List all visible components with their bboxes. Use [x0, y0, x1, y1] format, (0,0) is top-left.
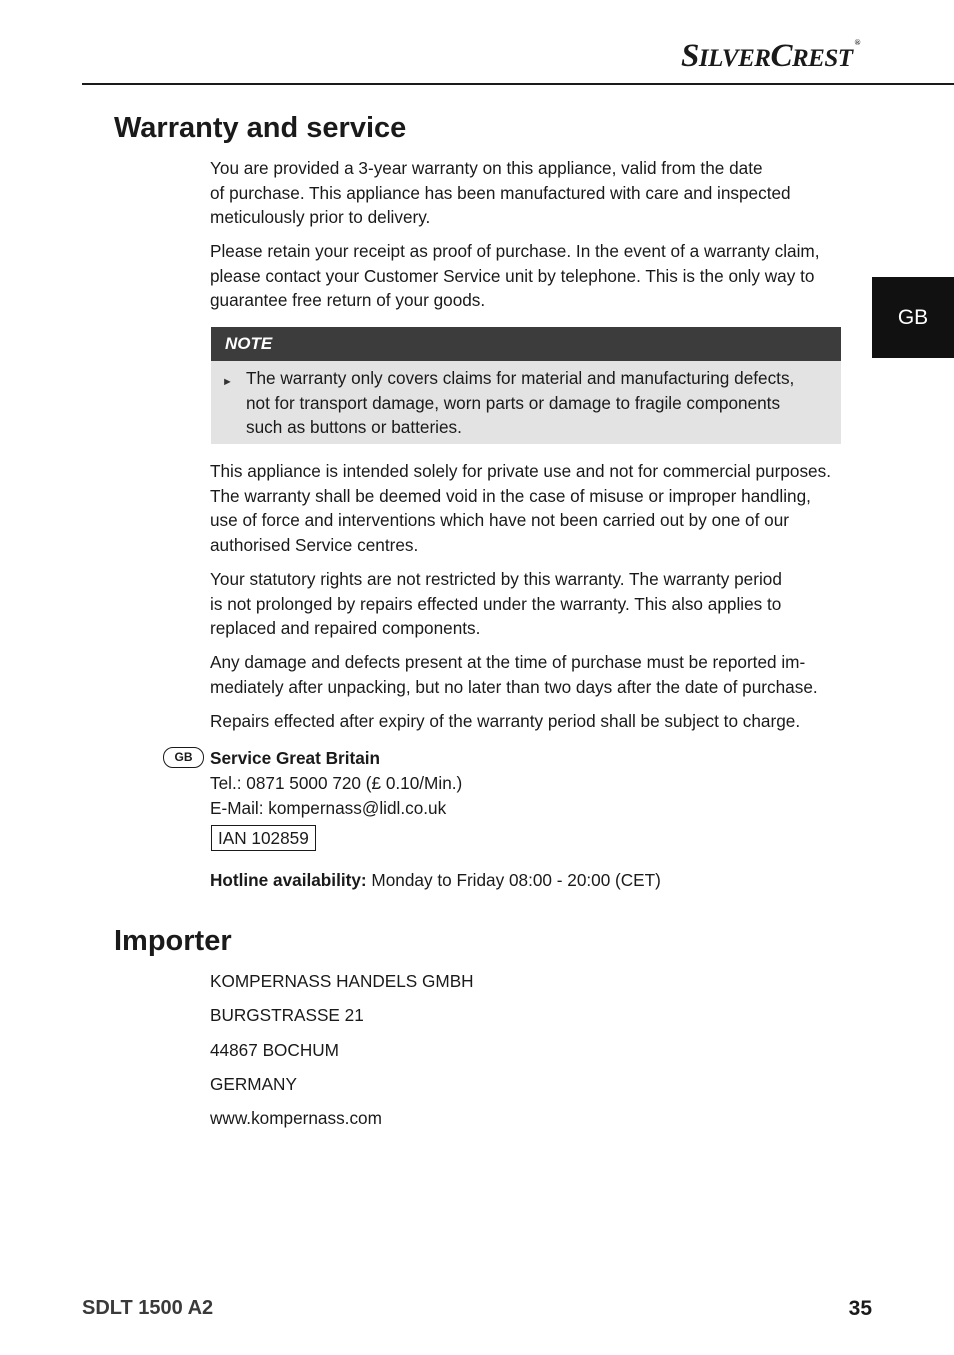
- text-line: such as buttons or batteries.: [246, 417, 462, 438]
- hotline-availability: [210, 868, 840, 893]
- triangle-bullet-icon: ►: [222, 376, 233, 388]
- logo-text: REST: [791, 45, 853, 72]
- text-line: You are provided a 3-year warranty on this appliance, valid from the date: [210, 158, 763, 178]
- text-line: meticulously prior to delivery.: [210, 207, 431, 228]
- section-title-warranty: Warranty and service: [114, 112, 407, 144]
- text-line: This appliance is intended solely for private use and not for commercial purposes.: [210, 461, 831, 481]
- country-badge: GB: [163, 747, 204, 768]
- logo-text: S: [681, 38, 699, 74]
- text-line: is not prolonged by repairs effected under the warranty. This also applies to: [210, 593, 782, 614]
- text-line: The warranty only covers claims for material and manufacturing defects,: [246, 368, 795, 388]
- text-line: Please retain your receipt as proof of purchase. In the event of a warranty claim,: [210, 241, 820, 261]
- importer-country: GERMANY: [210, 1074, 297, 1094]
- service-phone: Tel.: 0871 5000 720 (£ 0.10/Min.): [210, 773, 463, 793]
- header-divider: [82, 83, 954, 85]
- note-title: NOTE: [211, 327, 841, 361]
- warranty-paragraph-1: [210, 156, 840, 230]
- text-line: use of force and interventions which have not been carried out by one of our: [210, 510, 790, 531]
- warranty-paragraph-4: [210, 567, 840, 641]
- text-line: Any damage and defects present at the time of purchase must be reported im-: [210, 652, 806, 672]
- registered-mark: ®: [854, 38, 860, 47]
- warranty-paragraph-5: [210, 650, 840, 699]
- warranty-paragraph-3: [210, 459, 840, 557]
- text-line: authorised Service centres.: [210, 534, 419, 555]
- footer-model: SDLT 1500 A2: [82, 1297, 214, 1319]
- note-box: [211, 327, 841, 444]
- logo-text: C: [770, 38, 792, 74]
- text-line: of purchase. This appliance has been manufactured with care and inspected: [210, 182, 791, 203]
- text-line: Your statutory rights are not restricted by this warranty. The warranty period: [210, 569, 782, 589]
- hotline-value: Monday to Friday 08:00 - 20:00 (CET): [366, 870, 661, 890]
- importer-city: 44867 BOCHUM: [210, 1040, 339, 1060]
- service-email: E-Mail: kompernass@lidl.co.uk: [210, 798, 447, 818]
- text-line: not for transport damage, worn parts or damage to fragile components: [246, 392, 781, 413]
- page-number: 35: [848, 1297, 872, 1320]
- warranty-paragraph-2: [210, 239, 840, 313]
- importer-street: BURGSTRASSE 21: [210, 1005, 364, 1025]
- text-line: please contact your Customer Service unit by telephone. This is the only way to: [210, 265, 815, 286]
- language-tab: GB: [872, 277, 954, 358]
- importer-website: www.kompernass.com: [210, 1108, 382, 1128]
- note-body: [211, 361, 841, 440]
- section-title-importer: Importer: [114, 925, 232, 957]
- hotline-label: Hotline availability:: [210, 870, 367, 890]
- warranty-paragraph-6: Repairs effected after expiry of the warranty period shall be subject to charge.: [210, 711, 801, 731]
- importer-company: KOMPERNASS HANDELS GMBH: [210, 971, 474, 991]
- text-line: replaced and repaired components.: [210, 618, 481, 639]
- text-line: guarantee free return of your goods.: [210, 290, 486, 311]
- text-line: mediately after unpacking, but no later than two days after the date of purchase.: [210, 676, 818, 697]
- service-title: Service Great Britain: [210, 748, 381, 768]
- ian-number-box: IAN 102859: [211, 825, 316, 851]
- text-line: The warranty shall be deemed void in the case of misuse or improper handling,: [210, 485, 811, 506]
- brand-logo: [681, 38, 860, 75]
- logo-text: ILVER: [698, 45, 771, 72]
